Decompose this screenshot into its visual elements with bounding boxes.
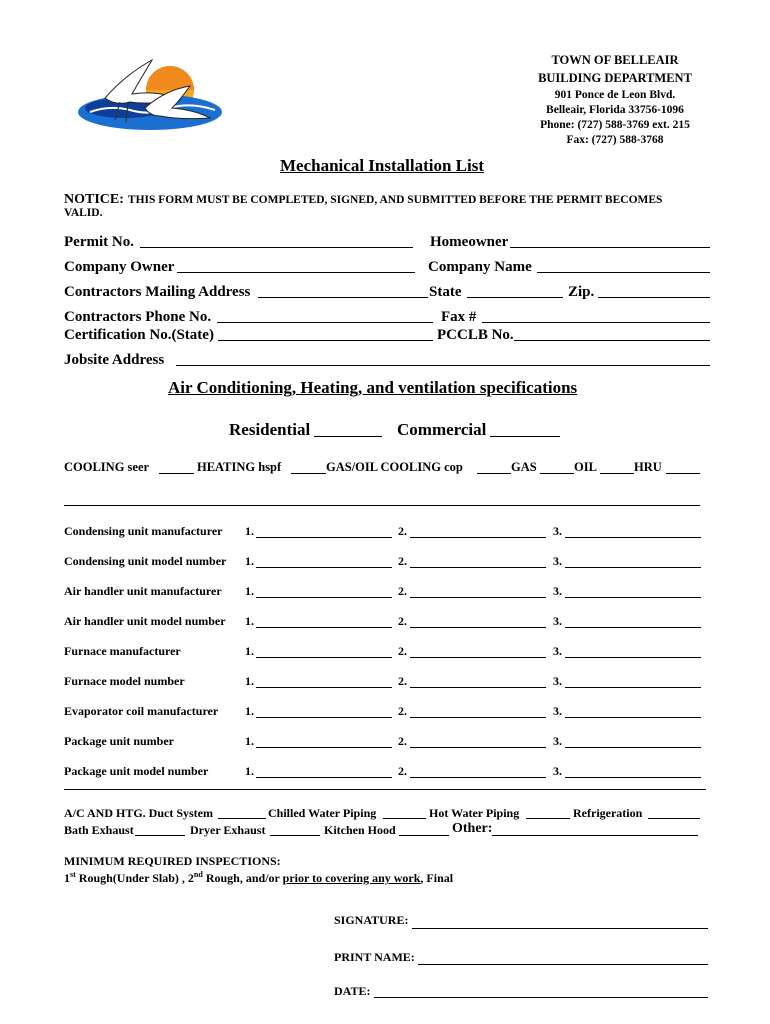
equipment-field-3[interactable] [565, 687, 701, 688]
equipment-col-number: 2. [398, 764, 407, 778]
department-phone: Phone: (727) 588-3769 ext. 215 [540, 119, 690, 131]
refrigeration-field[interactable] [648, 818, 700, 819]
form-title: Mechanical Installation List [280, 156, 485, 175]
equipment-col-number: 1. [245, 734, 254, 748]
print-name-field[interactable] [418, 964, 708, 965]
equipment-field-3[interactable] [565, 717, 701, 718]
town-name: TOWN OF BELLEAIR [551, 53, 679, 67]
equipment-row-label: Package unit number [64, 734, 175, 748]
equipment-col-number: 2. [398, 644, 407, 658]
signature-label: SIGNATURE: [334, 913, 409, 927]
hot-water-field[interactable] [526, 818, 570, 819]
company-owner-label: Company Owner [64, 259, 175, 275]
equipment-col-number: 1. [245, 524, 254, 538]
cooling-seer-label: COOLING seer [64, 460, 150, 474]
equipment-col-number: 3. [553, 734, 562, 748]
residential-label: Residential [229, 420, 311, 439]
refrigeration-label: Refrigeration [573, 806, 643, 820]
homeowner-label: Homeowner [430, 234, 509, 250]
permit-no-field[interactable] [140, 247, 413, 248]
zip-field[interactable] [598, 297, 710, 298]
equipment-field-2[interactable] [410, 537, 546, 538]
chilled-water-label: Chilled Water Piping [268, 806, 377, 820]
divider-line [64, 505, 700, 506]
equipment-col-number: 2. [398, 524, 407, 538]
notice-text: THIS FORM MUST BE COMPLETED, SIGNED, AND SUBMITTED BEFORE THE PERMIT BECOMES [127, 194, 663, 206]
gas-oil-cop-field[interactable] [477, 473, 511, 474]
equipment-field-2[interactable] [410, 717, 546, 718]
other-field[interactable] [492, 835, 698, 836]
notice [64, 190, 662, 208]
equipment-col-number: 1. [245, 644, 254, 658]
equipment-col-number: 2. [398, 554, 407, 568]
date-label: DATE: [334, 984, 371, 998]
equipment-field-3[interactable] [565, 627, 701, 628]
equipment-row-label: Condensing unit model number [64, 554, 227, 568]
jobsite-label: Jobsite Address [64, 352, 165, 368]
state-label: State [429, 284, 462, 300]
signature-field[interactable] [412, 928, 708, 929]
certification-label: Certification No.(State) [64, 327, 214, 343]
equipment-row-label: Air handler unit manufacturer [64, 584, 222, 598]
pcclb-label: PCCLB No. [437, 327, 514, 343]
equipment-col-number: 3. [553, 644, 562, 658]
state-field[interactable] [467, 297, 563, 298]
equipment-field-1[interactable] [256, 717, 392, 718]
equipment-col-number: 3. [553, 584, 562, 598]
duct-system-field[interactable] [218, 818, 266, 819]
equipment-col-number: 1. [245, 674, 254, 688]
heating-hspf-label: HEATING hspf [197, 460, 282, 474]
equipment-row-label: Package unit model number [64, 764, 209, 778]
oil-field[interactable] [600, 473, 634, 474]
department-address: 901 Ponce de Leon Blvd. [554, 89, 676, 101]
equipment-col-number: 3. [553, 704, 562, 718]
other-label: Other: [452, 821, 493, 836]
equipment-field-1[interactable] [256, 777, 392, 778]
equipment-field-1[interactable] [256, 657, 392, 658]
equipment-col-number: 3. [553, 614, 562, 628]
equipment-field-2[interactable] [410, 747, 546, 748]
equipment-row-label: Condensing unit manufacturer [64, 524, 223, 538]
company-owner-field[interactable] [177, 272, 415, 273]
contractor-phone-field[interactable] [217, 322, 433, 323]
heating-hspf-field[interactable] [291, 473, 326, 474]
permit-no-label: Permit No. [64, 234, 134, 250]
bath-exhaust-field[interactable] [135, 835, 185, 836]
prior-text: prior to covering any work [282, 871, 421, 885]
equipment-col-number: 1. [245, 704, 254, 718]
belleair-seagull-logo [70, 50, 230, 140]
commercial-field[interactable] [490, 436, 560, 437]
first-sup: st [70, 870, 76, 879]
notice-text-cont: VALID. [64, 207, 103, 219]
equipment-col-number: 2. [398, 614, 407, 628]
equipment-col-number: 2. [398, 734, 407, 748]
homeowner-field[interactable] [510, 247, 710, 248]
dryer-exhaust-field[interactable] [270, 835, 320, 836]
equipment-field-2[interactable] [410, 597, 546, 598]
equipment-field-2[interactable] [410, 657, 546, 658]
fax-label: Fax # [441, 309, 477, 325]
contractor-phone-label: Contractors Phone No. [64, 309, 212, 325]
equipment-col-number: 3. [553, 764, 562, 778]
final-text: , Final [420, 871, 454, 885]
date-field[interactable] [374, 997, 708, 998]
second-num: 2 [187, 871, 194, 885]
equipment-col-number: 2. [398, 584, 407, 598]
first-text: Rough(Under Slab) , [75, 871, 188, 885]
bath-exhaust-label: Bath Exhaust [64, 823, 134, 837]
gas-oil-cop-label: GAS/OIL COOLING cop [326, 460, 463, 474]
equipment-field-3[interactable] [565, 567, 701, 568]
department-name: BUILDING DEPARTMENT [538, 71, 692, 85]
equipment-field-2[interactable] [410, 627, 546, 628]
equipment-field-2[interactable] [410, 567, 546, 568]
equipment-field-1[interactable] [256, 627, 392, 628]
hru-field[interactable] [666, 473, 700, 474]
equipment-col-number: 1. [245, 554, 254, 568]
equipment-col-number: 3. [553, 524, 562, 538]
equipment-col-number: 1. [245, 764, 254, 778]
dryer-exhaust-label: Dryer Exhaust [190, 823, 266, 837]
gas-field[interactable] [540, 473, 574, 474]
equipment-col-number: 1. [245, 614, 254, 628]
department-fax: Fax: (727) 588-3768 [566, 134, 664, 146]
oil-label: OIL [574, 460, 597, 474]
equipment-row-label: Air handler unit model number [64, 614, 226, 628]
commercial-label: Commercial [397, 420, 487, 439]
equipment-col-number: 2. [398, 674, 407, 688]
equipment-field-3[interactable] [565, 597, 701, 598]
second-sup: nd [193, 870, 203, 879]
zip-label: Zip. [568, 284, 595, 300]
hru-label: HRU [634, 460, 662, 474]
certification-field[interactable] [218, 340, 433, 341]
inspections-list [64, 870, 453, 886]
kitchen-hood-label: Kitchen Hood [324, 823, 396, 837]
residential-field[interactable] [314, 436, 382, 437]
equipment-field-1[interactable] [256, 747, 392, 748]
cooling-seer-field[interactable] [159, 473, 194, 474]
equipment-row-label: Furnace manufacturer [64, 644, 181, 658]
mailing-address-label: Contractors Mailing Address [64, 284, 251, 300]
equipment-field-3[interactable] [565, 777, 701, 778]
gas-label: GAS [511, 460, 537, 474]
equipment-field-3[interactable] [565, 657, 701, 658]
notice-label: NOTICE: [64, 192, 124, 207]
equipment-field-3[interactable] [565, 747, 701, 748]
pcclb-field[interactable] [514, 340, 710, 341]
jobsite-field[interactable] [176, 365, 710, 366]
inspections-title: MINIMUM REQUIRED INSPECTIONS: [64, 854, 281, 868]
department-city: Belleair, Florida 33756-1096 [546, 104, 684, 116]
equipment-col-number: 2. [398, 704, 407, 718]
kitchen-hood-field[interactable] [399, 835, 449, 836]
specifications-title: Air Conditioning, Heating, and ventilation specifications [168, 378, 578, 397]
equipment-field-1[interactable] [256, 537, 392, 538]
equipment-divider [64, 789, 706, 790]
duct-system-label: A/C AND HTG. Duct System [64, 806, 213, 820]
print-name-label: PRINT NAME: [334, 950, 415, 964]
equipment-field-2[interactable] [410, 687, 546, 688]
equipment-col-number: 3. [553, 554, 562, 568]
equipment-field-3[interactable] [565, 537, 701, 538]
equipment-col-number: 3. [553, 674, 562, 688]
equipment-row-label: Evaporator coil manufacturer [64, 704, 219, 718]
equipment-col-number: 1. [245, 584, 254, 598]
equipment-field-2[interactable] [410, 777, 546, 778]
hot-water-label: Hot Water Piping [429, 806, 520, 820]
first-num: 1 [64, 871, 70, 885]
equipment-field-1[interactable] [256, 567, 392, 568]
mailing-address-field[interactable] [258, 297, 428, 298]
second-text: Rough, and/or [202, 871, 283, 885]
company-name-label: Company Name [428, 259, 532, 275]
company-name-field[interactable] [537, 272, 710, 273]
equipment-field-1[interactable] [256, 687, 392, 688]
equipment-field-1[interactable] [256, 597, 392, 598]
chilled-water-field[interactable] [383, 818, 426, 819]
fax-field[interactable] [482, 322, 710, 323]
equipment-row-label: Furnace model number [64, 674, 185, 688]
